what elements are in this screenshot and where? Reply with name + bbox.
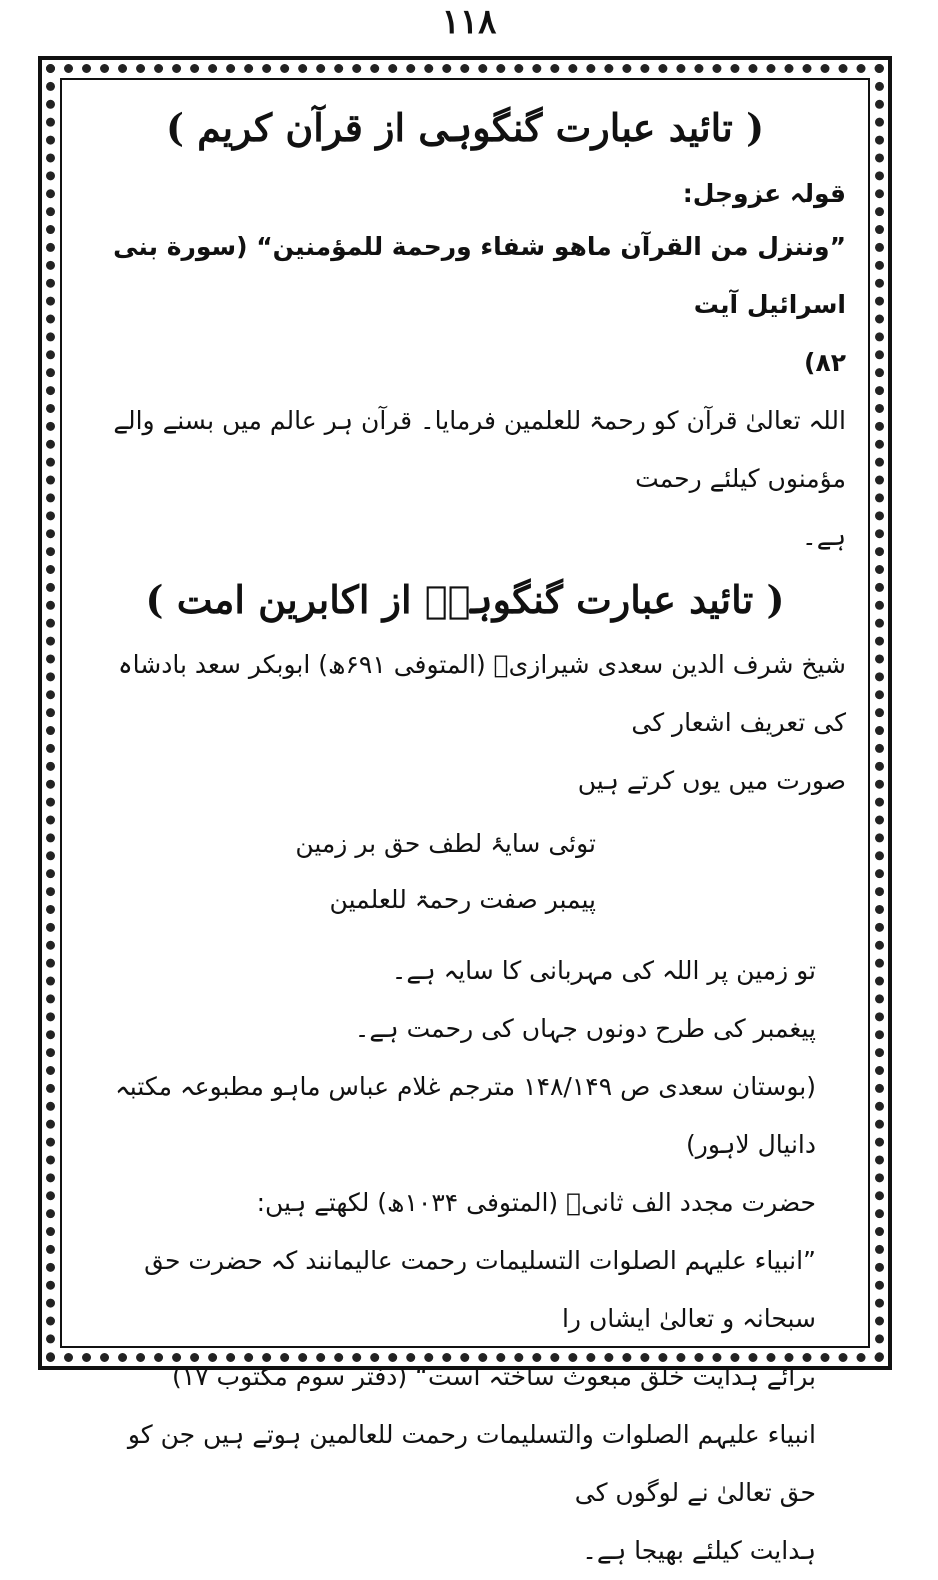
saadi-para-line-2: صورت میں یوں کرتے ہیں	[577, 766, 846, 795]
quran-translation-line-2: ہے۔	[802, 522, 846, 551]
mujaddid-intro: حضرت مجدد الف ثانیؒ (المتوفی ۱۰۳۴ھ) لکھتے ہیں:	[256, 1188, 816, 1217]
verse-translation-line-2: پیغمبر کی طرح دونوں جہاں کی رحمت ہے۔	[354, 1014, 816, 1043]
quran-quote-line-2: ۸۲)	[804, 348, 846, 377]
verse-line-1: توئی سایۂ لطف حق بر زمین	[295, 829, 596, 858]
maktubat-translation-line-1: انبیاء علیہم الصلوات والتسلیمات رحمت للعالمین ہوتے ہیں جن کو حق تعالیٰ نے لوگوں کی	[127, 1420, 816, 1507]
maktubat-quote-line-1: ”انبیاء علیہم الصلوات التسلیمات رحمت عالیمانند کہ حضرت حق سبحانہ و تعالیٰ ایشاں را	[144, 1246, 816, 1333]
quran-intro: قولہ عزوجل:	[682, 179, 846, 208]
page-content	[84, 96, 846, 1580]
quran-quote-line-1: ”وننزل من القرآن ماهو شفاء ورحمة للمؤمنين“ (سورة بنى اسرائيل آيت	[113, 232, 846, 319]
section-heading-quran: ( تائید عبارت گنگوہی از قرآن کریم )	[165, 105, 765, 150]
section-akabir	[84, 572, 846, 1580]
maktubat-translation-line-2: ہدایت کیلئے بھیجا ہے۔	[582, 1536, 816, 1565]
quran-translation-line-1: اللہ تعالیٰ قرآن کو رحمۃ للعلمین فرمایا۔ قرآن ہر عالم میں بسنے والے مؤمنوں کیلئے رحمت	[113, 406, 846, 493]
page-number: ۱۱۸	[441, 2, 497, 42]
maktubat-quote-line-2: برائے ہدایت خلق مبعوث ساختہ است“ (دفتر سوم مکتوب ۱۷)	[171, 1362, 816, 1391]
bostan-reference: (بوستان سعدی ص ۱۴۸/۱۴۹ مترجم غلام عباس ماہو مطبوعہ مکتبہ دانیال لاہور)	[115, 1072, 816, 1159]
saadi-para-line-1: شیخ شرف الدین سعدی شیرازیؒ (المتوفی ۶۹۱ھ) ابوبکر سعد بادشاہ کی تعریف اشعار کی	[117, 650, 846, 737]
verse-line-2: پیمبر صفت رحمۃ للعلمین	[329, 885, 596, 914]
verse-translation-line-1: تو زمین پر اللہ کی مہربانی کا سایہ ہے۔	[391, 956, 816, 985]
section-heading-akabir: ( تائید عبارت گنگوہیؒ از اکابرین امت )	[145, 577, 785, 622]
section-quran	[84, 100, 846, 566]
